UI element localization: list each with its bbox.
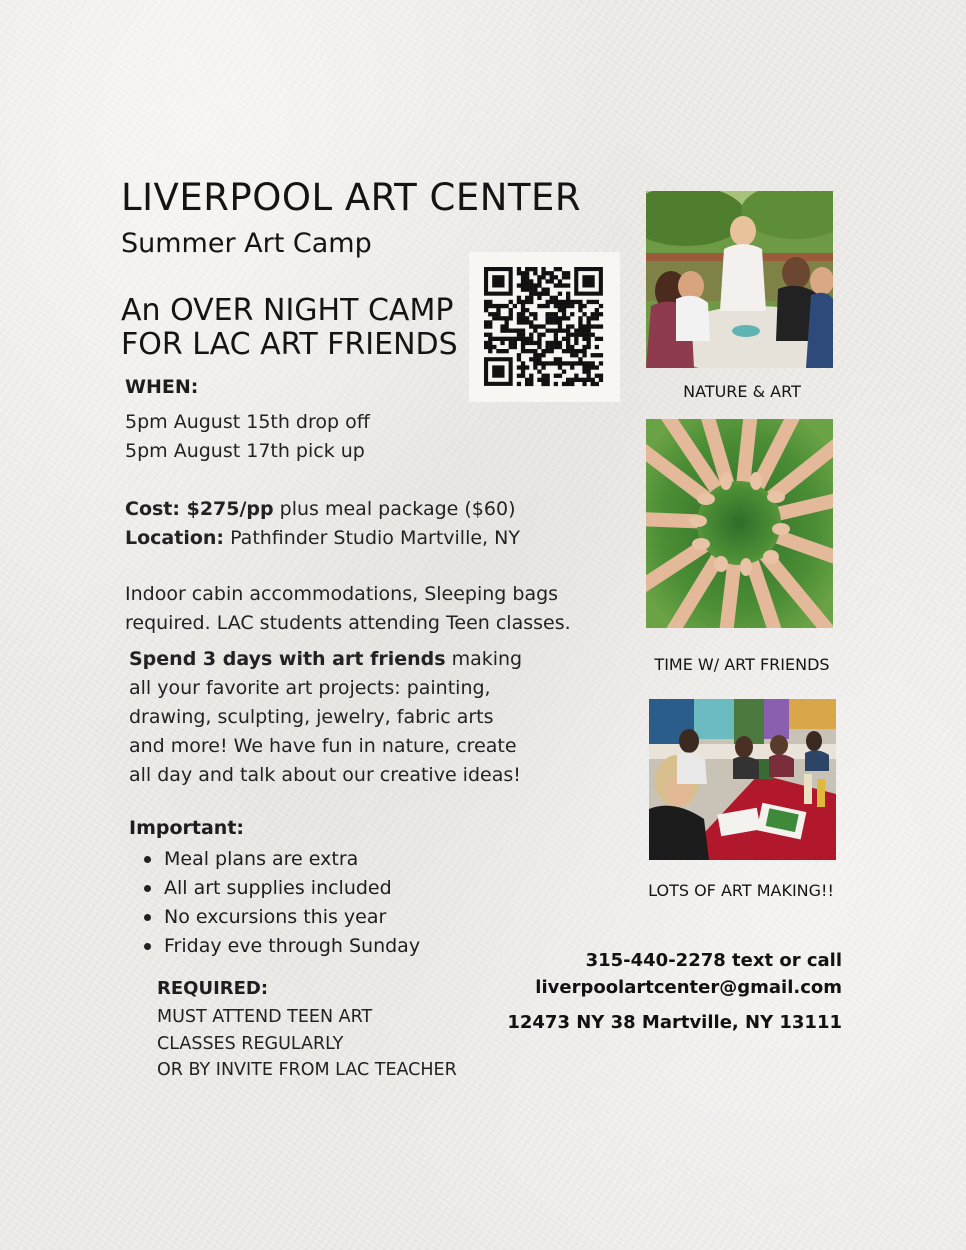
photo-nature-art-image	[646, 191, 833, 368]
when-label: WHEN:	[125, 376, 199, 398]
accommodations	[125, 580, 571, 638]
pickup-time: 5pm August 17th pick up	[125, 440, 365, 462]
caption-art-friends: TIME W/ ART FRIENDS	[654, 655, 830, 674]
required-details	[157, 1004, 457, 1084]
required-line-1: MUST ATTEND TEEN ART	[157, 1007, 373, 1027]
list-item: Friday eve through Sunday	[144, 932, 420, 961]
caption-art-making: LOTS OF ART MAKING!!	[648, 881, 834, 900]
required-label: REQUIRED:	[157, 978, 269, 999]
list-item: No excursions this year	[144, 903, 420, 932]
when-details	[125, 408, 370, 466]
qr-code[interactable]	[469, 252, 620, 402]
cost-label: Cost: $275/pp	[125, 498, 274, 520]
email-link[interactable]: liverpoolartcenter@gmail.com	[535, 977, 842, 998]
photo-art-making-image	[649, 699, 836, 860]
cost-line	[125, 495, 520, 524]
caption-nature-art: NATURE & ART	[683, 382, 801, 401]
page-subtitle: Summer Art Camp	[121, 228, 372, 259]
required-line-3: OR BY INVITE FROM LAC TEACHER	[157, 1060, 457, 1080]
description-line-1	[129, 645, 522, 674]
photo-art-making	[649, 699, 836, 860]
bullet-icon	[144, 885, 151, 892]
cost-location	[125, 495, 520, 553]
photo-art-friends	[646, 419, 833, 628]
dropoff-time: 5pm August 15th drop off	[125, 411, 370, 433]
accommodations-line-1: Indoor cabin accommodations, Sleeping bags	[125, 583, 559, 605]
photo-art-friends-image	[646, 419, 833, 628]
bullet-icon	[144, 914, 151, 921]
accommodations-line-2: required. LAC students attending Teen classes.	[125, 612, 571, 634]
description-line-1-rest: making	[445, 648, 523, 670]
qr-code-icon	[469, 252, 620, 402]
headline	[121, 294, 458, 362]
description-line-2: all your favorite art projects: painting,	[129, 677, 491, 699]
headline-line-1: An OVER NIGHT CAMP	[121, 293, 454, 328]
location-line	[125, 524, 520, 553]
description-line-3: drawing, sculpting, jewelry, fabric arts	[129, 706, 494, 728]
bullet-icon	[144, 943, 151, 950]
location-label: Location:	[125, 527, 225, 549]
description-bold-lead: Spend 3 days with art friends	[129, 648, 446, 670]
list-item: All art supplies included	[144, 874, 420, 903]
required-line-2: CLASSES REGULARLY	[157, 1033, 344, 1054]
description-line-5: all day and talk about our creative ideas!	[129, 764, 521, 786]
page-title: LIVERPOOL ART CENTER	[121, 176, 582, 219]
photo-nature-art	[646, 191, 833, 368]
location-detail: Pathfinder Studio Martville, NY	[224, 527, 520, 549]
address: 12473 NY 38 Martville, NY 13111	[507, 1012, 842, 1033]
bullet-icon	[144, 856, 151, 863]
description-line-4: and more! We have fun in nature, create	[129, 735, 517, 757]
important-list	[144, 845, 420, 961]
headline-line-2: FOR LAC ART FRIENDS	[121, 327, 458, 362]
important-label: Important:	[129, 817, 245, 839]
description	[129, 645, 522, 790]
phone-link[interactable]: 315-440-2278 text or call	[585, 950, 842, 971]
list-item: Meal plans are extra	[144, 845, 420, 874]
cost-detail: plus meal package ($60)	[273, 498, 516, 520]
